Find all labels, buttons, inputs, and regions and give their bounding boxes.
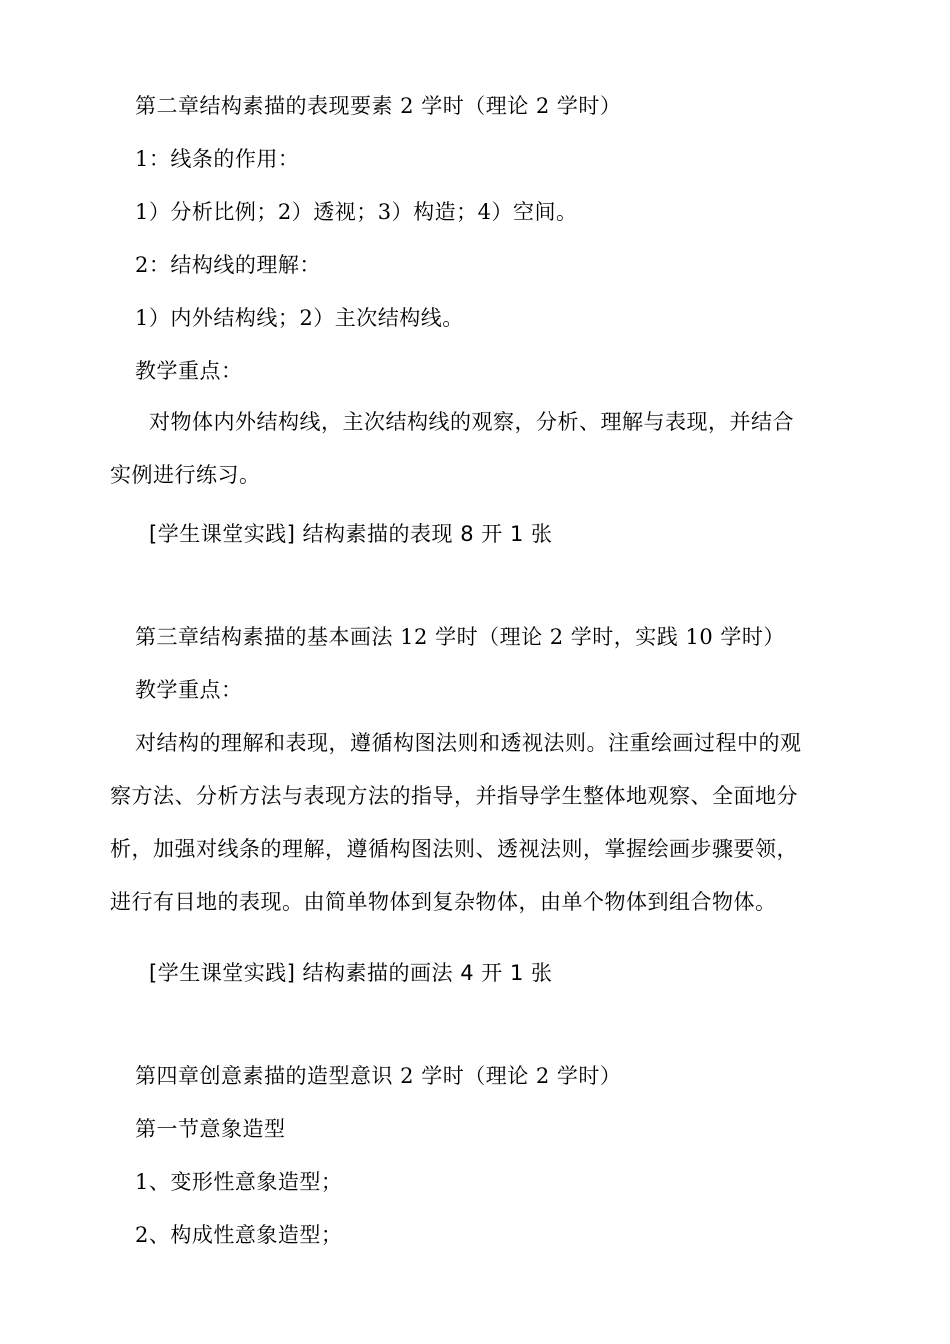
teaching-focus-text-2b: 察方法、分析方法与表现方法的指导，并指导学生整体地观察、全面地分 <box>110 784 798 808</box>
teaching-focus-label-2: 教学重点： <box>135 678 243 702</box>
section-line-function: 1：线条的作用： <box>135 147 300 171</box>
teaching-focus-text-1b: 实例进行练习。 <box>110 463 261 487</box>
teaching-focus-text-2d: 进行有目地的表现。由简单物体到复杂物体，由单个物体到组合物体。 <box>110 890 777 914</box>
student-practice-1: [学生课堂实践] 结构素描的表现 8 开 1 张 <box>149 522 553 546</box>
chapter-2-heading: 第二章结构素描的表现要素 2 学时（理论 2 学时） <box>135 94 622 118</box>
section-1-heading: 第一节意象造型 <box>135 1117 286 1141</box>
list-item-1: 1、变形性意象造型； <box>135 1170 343 1194</box>
chapter-3-heading: 第三章结构素描的基本画法 12 学时（理论 2 学时，实践 10 学时） <box>135 625 785 649</box>
student-practice-2: [学生课堂实践] 结构素描的画法 4 开 1 张 <box>149 961 553 985</box>
teaching-focus-text-2a: 对结构的理解和表现，遵循构图法则和透视法则。注重绘画过程中的观 <box>135 731 802 755</box>
list-line-function-items: 1）分析比例；2）透视；3）构造；4）空间。 <box>135 200 578 224</box>
list-item-2: 2、构成性意象造型； <box>135 1223 343 1247</box>
list-structure-line-items: 1）内外结构线；2）主次结构线。 <box>135 306 464 330</box>
teaching-focus-label-1: 教学重点： <box>135 359 243 383</box>
chapter-4-heading: 第四章创意素描的造型意识 2 学时（理论 2 学时） <box>135 1064 622 1088</box>
section-structure-line: 2：结构线的理解： <box>135 253 321 277</box>
teaching-focus-text-2c: 析，加强对线条的理解，遵循构图法则、透视法则，掌握绘画步骤要领， <box>110 837 798 861</box>
teaching-focus-text-1a: 对物体内外结构线，主次结构线的观察，分析、理解与表现，并结合 <box>149 410 794 434</box>
